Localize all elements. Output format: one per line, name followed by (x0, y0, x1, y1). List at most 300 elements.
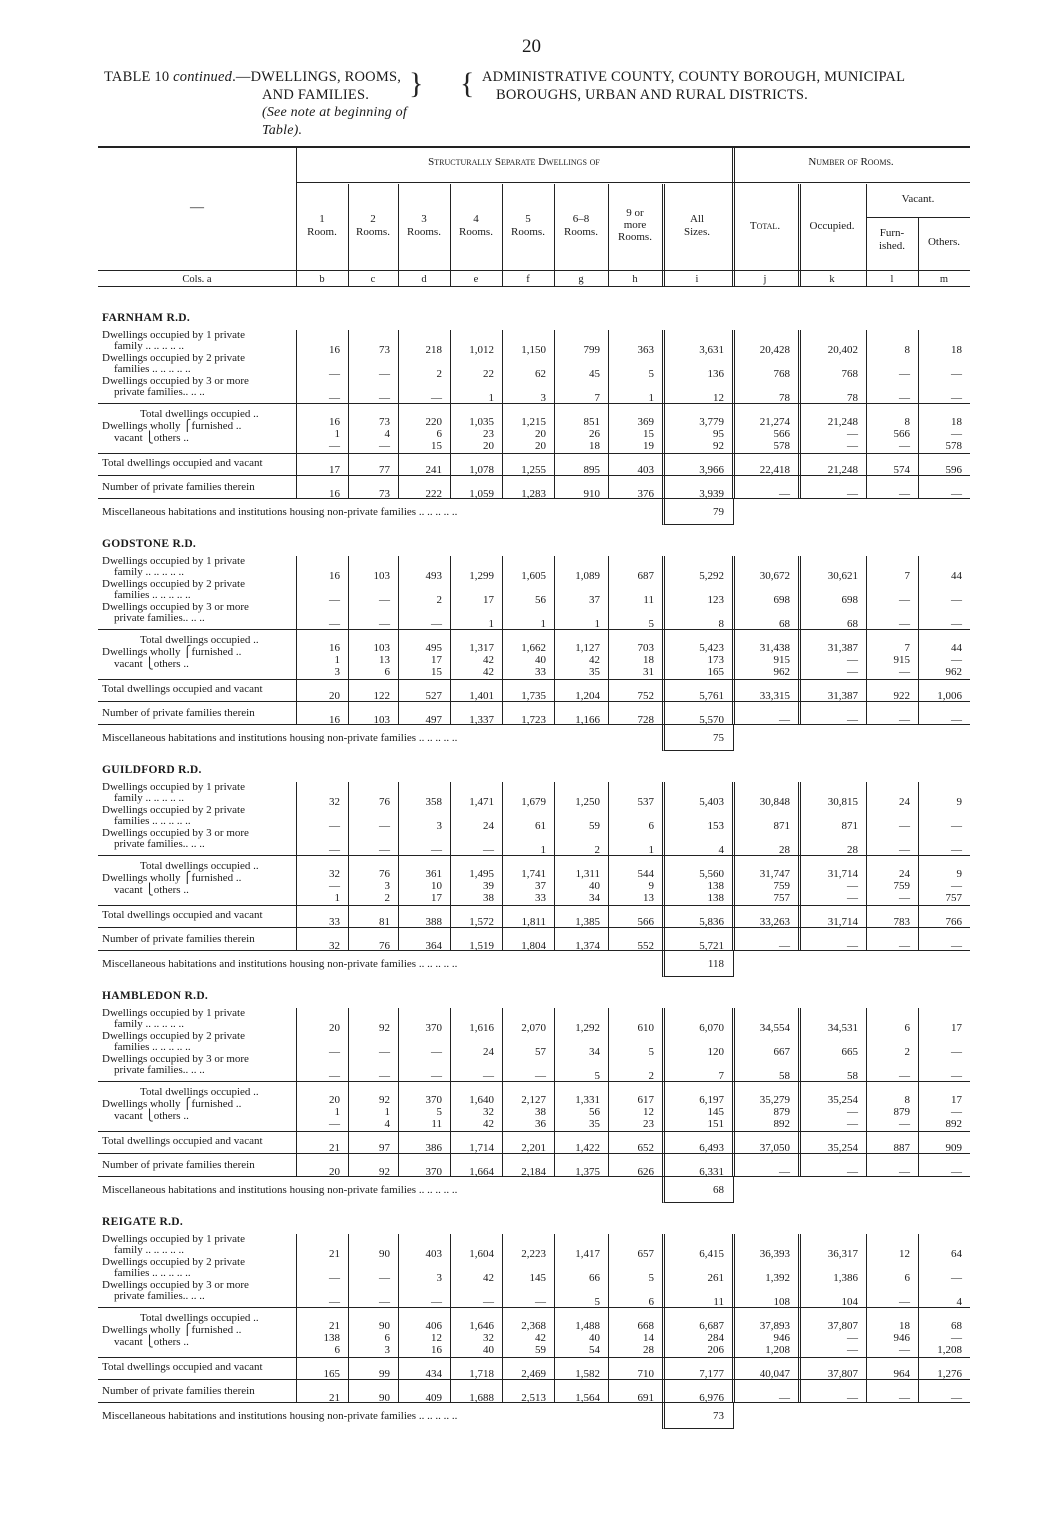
table-cell: 56 (589, 1106, 600, 1118)
body-col-line (502, 1008, 503, 1176)
table-cell: 4 (956, 1296, 962, 1308)
table-cell: 879 (893, 1106, 910, 1118)
table-cell: 5,761 (699, 690, 724, 702)
row-label-occ3-a: Dwellings occupied by 3 or more (102, 827, 249, 839)
table-cell: 31,747 (759, 868, 790, 880)
table-cell: 64 (951, 1248, 962, 1260)
header-col-line (450, 184, 451, 286)
table-cell: 17 (951, 1022, 962, 1034)
col-letter-c: c (370, 274, 376, 285)
body-col-line (866, 782, 867, 950)
table-cell: 7 (904, 570, 910, 582)
table-cell: 1,392 (765, 1272, 790, 1284)
families-rule (98, 1176, 970, 1177)
table-cell: 28 (847, 844, 858, 856)
table-cell: 90 (379, 1248, 390, 1260)
table-cell: 78 (779, 392, 790, 404)
header-col-line (348, 184, 349, 286)
table-cell: 5 (648, 368, 654, 380)
body-col-line (554, 330, 555, 498)
table-cell: 4 (718, 844, 724, 856)
table-cell: 153 (707, 820, 724, 832)
table-cell: 16 (329, 570, 340, 582)
table-cell: 5,721 (699, 940, 724, 952)
body-col-line (296, 330, 297, 498)
col-letter-d: d (421, 274, 427, 285)
table-cell: 2 (594, 844, 600, 856)
table-cell: — (431, 844, 442, 856)
table-cell: 8 (718, 618, 724, 630)
table-cell: 92 (713, 440, 724, 452)
table-cell: — (847, 1106, 858, 1118)
table-cell: 92 (379, 1166, 390, 1178)
body-col-line (554, 1008, 555, 1176)
table-cell: 54 (589, 1344, 600, 1356)
table-cell: — (899, 1392, 910, 1404)
table-cell: — (847, 940, 858, 952)
table-cell: 18 (589, 440, 600, 452)
row-label-occ3-b: private families.. .. .. (114, 838, 205, 850)
table-cell: 13 (379, 654, 390, 666)
table-cell: 2,127 (521, 1094, 546, 1106)
table-cell: — (779, 714, 790, 726)
table-cell: 14 (643, 1332, 654, 1344)
table-cell: 493 (425, 570, 442, 582)
table-cell: 138 (707, 880, 724, 892)
group-header-rooms: Number of Rooms. (808, 156, 894, 168)
table-cell: 1,127 (575, 642, 600, 654)
table-cell: 12 (431, 1332, 442, 1344)
row-label-vacant-b: vacant ⎩others .. (114, 432, 189, 444)
misc-value: 79 (713, 506, 724, 518)
table-cell: 99 (379, 1368, 390, 1380)
table-cell: — (379, 594, 390, 606)
families-rule (98, 950, 970, 951)
table-cell: — (951, 1332, 962, 1344)
table-cell: 946 (773, 1332, 790, 1344)
table-cell: 138 (707, 892, 724, 904)
table-cell: 37,893 (759, 1320, 790, 1332)
table-cell: — (899, 392, 910, 404)
table-cell: 28 (643, 1344, 654, 1356)
table-cell: — (899, 892, 910, 904)
table-cell: 799 (583, 344, 600, 356)
table-cell: 1,150 (521, 344, 546, 356)
table-cell: 1,471 (469, 796, 494, 808)
row-label-occ1-b: family .. .. .. .. .. (114, 340, 184, 352)
table-cell: 35 (589, 1118, 600, 1130)
table-cell: 13 (643, 892, 654, 904)
table-cell: 892 (945, 1118, 962, 1130)
table-cell: 68 (779, 618, 790, 630)
table-cell: 1 (334, 654, 340, 666)
table-cell: 6,493 (699, 1142, 724, 1154)
table-cell: 92 (379, 1094, 390, 1106)
table-cell: — (899, 1118, 910, 1130)
table-cell: 2 (904, 1046, 910, 1058)
table-cell: 37,050 (759, 1142, 790, 1154)
section-title: FARNHAM R.D. (102, 312, 191, 324)
table-cell: 21 (329, 1392, 340, 1404)
table-cell: — (329, 1272, 340, 1284)
families-rule (98, 1402, 970, 1403)
table-cell: 783 (893, 916, 910, 928)
row-label-vacant-b: vacant ⎩others .. (114, 1110, 189, 1122)
table-cell: 2,368 (521, 1320, 546, 1332)
table-cell: 18 (951, 344, 962, 356)
body-col-line (798, 556, 801, 724)
table-cell: — (847, 1344, 858, 1356)
table-cell: 1 (488, 618, 494, 630)
table-cell: 6,687 (699, 1320, 724, 1332)
col-letter-i: i (695, 274, 699, 285)
table-cell: 22 (483, 368, 494, 380)
table-cell: 1,488 (575, 1320, 600, 1332)
table-cell: 566 (637, 916, 654, 928)
section-title: REIGATE R.D. (102, 1216, 184, 1228)
table-cell: 710 (637, 1368, 654, 1380)
table-cell: 1,375 (575, 1166, 600, 1178)
body-col-line (450, 782, 451, 950)
row-label-occ2-a: Dwellings occupied by 2 private (102, 804, 245, 816)
table-cell: 45 (589, 368, 600, 380)
body-col-line (296, 556, 297, 724)
table-cell: 21,248 (827, 464, 858, 476)
table-cell: 16 (329, 714, 340, 726)
table-cell: 370 (425, 1166, 442, 1178)
table-cell: 1,401 (469, 690, 494, 702)
table-cell: 728 (637, 714, 654, 726)
table-cell: 668 (637, 1320, 654, 1332)
table-cell: — (847, 1392, 858, 1404)
table-cell: 90 (379, 1392, 390, 1404)
body-col-line (732, 782, 735, 950)
table-cell: 922 (893, 690, 910, 702)
table-cell: — (847, 1332, 858, 1344)
table-cell: 32 (329, 796, 340, 808)
table-cell: 1 (384, 1106, 390, 1118)
table-cell: 20 (329, 1094, 340, 1106)
table-cell: — (899, 368, 910, 380)
header-col-line (866, 184, 867, 286)
heading-right (482, 68, 905, 104)
table-cell: 7 (718, 1070, 724, 1082)
table-cell: 16 (431, 1344, 442, 1356)
table-cell: 687 (637, 570, 654, 582)
table-cell: 376 (637, 488, 654, 500)
table-cell: 26 (589, 428, 600, 440)
body-col-line (398, 782, 399, 950)
table-cell: 578 (945, 440, 962, 452)
table-cell: 17 (951, 1094, 962, 1106)
table-cell: 403 (425, 1248, 442, 1260)
misc-value: 75 (713, 732, 724, 744)
table-cell: — (951, 1106, 962, 1118)
table-cell: 766 (945, 916, 962, 928)
col-letter-m: m (939, 274, 949, 285)
table-cell: — (847, 654, 858, 666)
table-cell: — (329, 1296, 340, 1308)
header-bottom-rule (98, 270, 970, 271)
col-letter-a: Cols. a (182, 274, 212, 285)
col-header-4: Rooms. (459, 226, 493, 238)
table-cell: — (951, 618, 962, 630)
table-cell: 76 (379, 940, 390, 952)
table-cell: 1,035 (469, 416, 494, 428)
table-cell: 759 (773, 880, 790, 892)
table-cell: 31,387 (827, 642, 858, 654)
table-cell: 1,605 (521, 570, 546, 582)
row-label-occ1-a: Dwellings occupied by 1 private (102, 555, 245, 567)
table-cell: 42 (483, 666, 494, 678)
table-cell: 895 (583, 464, 600, 476)
col-header-top-7: 9 or more (623, 207, 647, 231)
table-cell: 1,741 (521, 868, 546, 880)
families-rule (98, 724, 970, 725)
body-col-line (554, 1234, 555, 1402)
table-cell: 24 (899, 868, 910, 880)
table-cell: 1,662 (521, 642, 546, 654)
row-label-occ2-a: Dwellings occupied by 2 private (102, 578, 245, 590)
body-col-line (918, 330, 919, 498)
table-cell: 7 (904, 642, 910, 654)
header-col-line (662, 184, 665, 286)
row-label-families: Number of private families therein (102, 1159, 255, 1171)
table-cell: 33 (329, 916, 340, 928)
body-col-line (662, 1234, 665, 1402)
table-cell: 1,604 (469, 1248, 494, 1260)
table-cell: — (329, 820, 340, 832)
heading-area-line2: BOROUGHS, URBAN AND RURAL DISTRICTS. (496, 87, 809, 103)
table-cell: 3 (436, 1272, 442, 1284)
table-cell: 1,519 (469, 940, 494, 952)
table-cell: 12 (899, 1248, 910, 1260)
table-cell: 552 (637, 940, 654, 952)
row-label-families: Number of private families therein (102, 481, 255, 493)
table-cell: 1,204 (575, 690, 600, 702)
table-cell: 1 (334, 428, 340, 440)
table-cell: 32 (329, 868, 340, 880)
header-col-line (918, 217, 919, 286)
table-cell: — (951, 820, 962, 832)
table-cell: 892 (773, 1118, 790, 1130)
table-cell: — (951, 488, 962, 500)
table-cell: 3,939 (699, 488, 724, 500)
col-letter-h: h (632, 274, 638, 285)
body-col-line (398, 330, 399, 498)
table-cell: — (329, 880, 340, 892)
table-cell: 3 (334, 666, 340, 678)
misc-value: 73 (713, 1410, 724, 1422)
row-label-families: Number of private families therein (102, 1385, 255, 1397)
table-cell: 1,250 (575, 796, 600, 808)
table-cell: 1,417 (575, 1248, 600, 1260)
table-cell: 78 (847, 392, 858, 404)
table-cell: — (329, 1070, 340, 1082)
section-title: GODSTONE R.D. (102, 538, 197, 550)
table-cell: 1,255 (521, 464, 546, 476)
table-cell: — (899, 940, 910, 952)
table-cell: 23 (483, 428, 494, 440)
table-cell: — (847, 880, 858, 892)
table-cell: 20 (329, 690, 340, 702)
table-cell: 370 (425, 1094, 442, 1106)
table-cell: 1,374 (575, 940, 600, 952)
col-header-8: Sizes. (684, 226, 710, 238)
heading-title: .—DWELLINGS, ROOMS, (232, 69, 402, 85)
table-cell: — (379, 1046, 390, 1058)
table-cell: 5,570 (699, 714, 724, 726)
table-cell: 946 (893, 1332, 910, 1344)
table-cell: 18 (951, 416, 962, 428)
body-col-line (502, 782, 503, 950)
table-cell: 5,560 (699, 868, 724, 880)
table-cell: 33 (535, 892, 546, 904)
table-cell: 5,423 (699, 642, 724, 654)
table-cell: 361 (425, 868, 442, 880)
body-col-line (732, 1234, 735, 1402)
col-header-11: ished. (879, 240, 905, 252)
table-cell: 24 (483, 1046, 494, 1058)
table-cell: 36,317 (827, 1248, 858, 1260)
table-cell: — (431, 1296, 442, 1308)
table-cell: 165 (323, 1368, 340, 1380)
table-cell: 7 (594, 392, 600, 404)
table-cell: 1 (334, 892, 340, 904)
table-cell: — (483, 1296, 494, 1308)
table-cell: 8 (904, 416, 910, 428)
table-cell: 58 (847, 1070, 858, 1082)
col-header-1: Room. (307, 226, 337, 238)
row-label-occ3-b: private families.. .. .. (114, 612, 205, 624)
body-col-line (348, 1008, 349, 1176)
table-cell: 59 (535, 1344, 546, 1356)
table-cell: — (431, 392, 442, 404)
body-col-line (554, 782, 555, 950)
body-col-line (296, 1234, 297, 1402)
table-cell: 11 (643, 594, 654, 606)
table-cell: 1,723 (521, 714, 546, 726)
table-cell: 871 (841, 820, 858, 832)
table-cell: 151 (707, 1118, 724, 1130)
table-cell: 33,263 (759, 916, 790, 928)
table-cell: 123 (707, 594, 724, 606)
row-label-vacant-a: Dwellings wholly ⎧furnished .. (102, 646, 242, 658)
table-cell: 1,495 (469, 868, 494, 880)
body-col-line (608, 330, 609, 498)
table-cell: 1,317 (469, 642, 494, 654)
vacant-header: Vacant. (901, 193, 935, 205)
table-cell: 37,807 (827, 1320, 858, 1332)
table-cell: 20 (535, 440, 546, 452)
body-col-line (662, 1008, 665, 1176)
table-cell: 370 (425, 1022, 442, 1034)
subtotal-rule (98, 629, 970, 630)
table-cell: 537 (637, 796, 654, 808)
table-cell: 1,208 (765, 1344, 790, 1356)
table-cell: 90 (379, 1320, 390, 1332)
table-cell: 30,672 (759, 570, 790, 582)
total-rule-bottom (98, 1379, 970, 1380)
table-cell: 6,415 (699, 1248, 724, 1260)
table-cell: 104 (841, 1296, 858, 1308)
col-header-10: Occupied. (809, 220, 855, 232)
table-cell: 691 (637, 1392, 654, 1404)
total-rule-top (98, 679, 970, 680)
table-cell: 68 (951, 1320, 962, 1332)
table-cell: 35,279 (759, 1094, 790, 1106)
col-header-top-8: All (689, 213, 705, 225)
table-cell: 1,059 (469, 488, 494, 500)
table-cell: 1,735 (521, 690, 546, 702)
table-cell: — (951, 1392, 962, 1404)
table-cell: — (951, 428, 962, 440)
table-cell: — (951, 880, 962, 892)
table-cell: 218 (425, 344, 442, 356)
col-header-top-1: 1 (319, 213, 325, 225)
table-cell: 1,078 (469, 464, 494, 476)
table-cell: 1 (594, 618, 600, 630)
table-cell: 5,836 (699, 916, 724, 928)
table-cell: 21,248 (827, 416, 858, 428)
table-cell: 20,402 (827, 344, 858, 356)
table-cell: 16 (329, 642, 340, 654)
table-cell: 15 (431, 440, 442, 452)
table-cell: — (899, 714, 910, 726)
row-label-occ1-b: family .. .. .. .. .. (114, 566, 184, 578)
body-col-line (732, 1008, 735, 1176)
table-cell: 1 (648, 392, 654, 404)
body-col-line (296, 1008, 297, 1176)
table-cell: 1 (334, 1106, 340, 1118)
row-label-total-occ_vac: Total dwellings occupied and vacant (102, 457, 263, 469)
table-cell: 21 (329, 1248, 340, 1260)
body-col-line (732, 330, 735, 498)
row-label-total-occ: Total dwellings occupied .. (140, 634, 259, 646)
table-cell: — (779, 940, 790, 952)
table-cell: 37,807 (827, 1368, 858, 1380)
misc-value: 68 (713, 1184, 724, 1196)
table-cell: 3 (436, 820, 442, 832)
table-cell: 32 (483, 1332, 494, 1344)
table-cell: 122 (373, 690, 390, 702)
table-cell: 5 (648, 618, 654, 630)
table-cell: 1,718 (469, 1368, 494, 1380)
table-cell: — (379, 440, 390, 452)
table-cell: 36,393 (759, 1248, 790, 1260)
table-cell: — (951, 368, 962, 380)
body-col-line (450, 1008, 451, 1176)
table-cell: 409 (425, 1392, 442, 1404)
table-cell: 1,292 (575, 1022, 600, 1034)
table-cell: 36 (535, 1118, 546, 1130)
row-label-occ3-a: Dwellings occupied by 3 or more (102, 601, 249, 613)
table-cell: — (847, 428, 858, 440)
row-label-occ1-a: Dwellings occupied by 1 private (102, 781, 245, 793)
table-cell: 73 (379, 488, 390, 500)
table-cell: 37 (535, 880, 546, 892)
table-cell: 915 (773, 654, 790, 666)
table-cell: — (431, 618, 442, 630)
col-letter-rule (98, 286, 970, 287)
row-label-occ1-b: family .. .. .. .. .. (114, 1018, 184, 1030)
table-cell: 578 (773, 440, 790, 452)
table-cell: 103 (373, 570, 390, 582)
body-col-line (450, 556, 451, 724)
table-cell: 910 (583, 488, 600, 500)
table-cell: — (379, 844, 390, 856)
table-cell: 544 (637, 868, 654, 880)
